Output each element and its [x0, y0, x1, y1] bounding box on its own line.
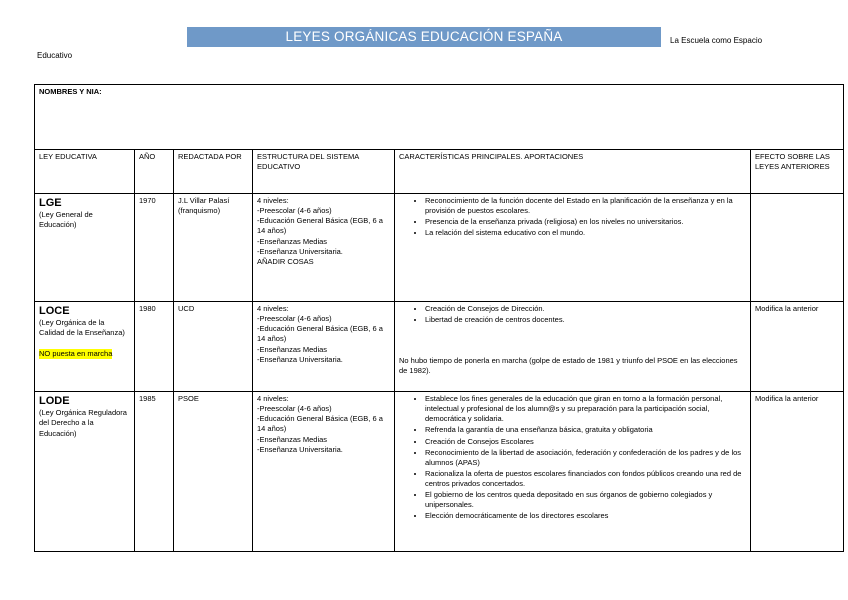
feature-item: • Racionaliza la oferta de puestos escolares financiados con fondos públicos creando una red de centros privados concertados. [425, 469, 746, 489]
law-cell [35, 392, 135, 552]
structure-line: -Educación General Básica (EGB, 6 a 14 años) [257, 324, 383, 344]
feature-item: • Refrenda la garantía de una enseñanza básica, gratuita y obligatoria [425, 425, 746, 435]
structure-line: 4 niveles: [257, 304, 289, 313]
document-title: LEYES ORGÁNICAS EDUCACIÓN ESPAÑA [187, 27, 661, 47]
structure-line: -Educación General Básica (EGB, 6 a 14 años) [257, 414, 383, 434]
table-header-row [35, 150, 844, 194]
effect-cell [751, 194, 844, 302]
year-cell: 1970 [135, 194, 174, 302]
law-cell [35, 194, 135, 302]
structure-line: -Educación General Básica (EGB, 6 a 14 años) [257, 216, 383, 236]
feature-item: • Libertad de creación de centros docentes. [425, 315, 746, 325]
law-cell [35, 302, 135, 392]
structure-cell [253, 392, 395, 552]
structure-line: -Preescolar (4-6 años) [257, 404, 332, 414]
table-row [35, 194, 844, 302]
structure-line: AÑADIR COSAS [257, 256, 314, 266]
document-subtitle-part1: La Escuela como Espacio [670, 36, 763, 45]
status-note: NO puesta en marcha [39, 348, 113, 358]
feature-item: • El gobierno de los centros queda depositado en sus órganos de gobierno colegiados y unipersonales. [425, 490, 746, 510]
year-cell: 1985 [135, 392, 174, 552]
feature-item: • Creación de Consejos Escolares [425, 437, 746, 447]
structure-line: 4 niveles: [257, 394, 289, 403]
structure-line: -Enseñanza Universitaria. [257, 354, 343, 364]
structure-line: -Preescolar (4-6 años) [257, 314, 332, 324]
feature-item: • Creación de Consejos de Dirección. [425, 304, 746, 314]
effect-cell: Modifica la anterior [751, 392, 844, 552]
feature-item: • Reconocimiento de la función docente del Estado en la planificación de la enseñanza y en la provisión de puestos escolares. [425, 196, 746, 216]
structure-line: -Enseñanzas Medias [257, 434, 328, 444]
feature-item: • Reconocimiento de la libertad de asociación, federación y confederación de los padres y de los alumnos (APAS) [425, 448, 746, 468]
column-header: EFECTO SOBRE LAS LEYES ANTERIORES [751, 150, 844, 194]
column-header: REDACTADA POR [174, 150, 253, 194]
column-header: ESTRUCTURA DEL SISTEMA EDUCATIVO [253, 150, 395, 194]
feature-item: • Elección democráticamente de los directores escolares [425, 511, 746, 521]
effect-cell: Modifica la anterior [751, 302, 844, 392]
author-cell: J.L Villar Palasí (franquismo) [174, 194, 253, 302]
column-header: LEY EDUCATIVA [35, 150, 135, 194]
structure-line: 4 niveles: [257, 196, 289, 205]
features-cell [395, 302, 751, 392]
features-cell [395, 194, 751, 302]
law-name: (Ley General de Educación) [39, 210, 93, 230]
structure-line: -Enseñanzas Medias [257, 236, 328, 246]
structure-cell [253, 194, 395, 302]
table-row [35, 392, 844, 552]
structure-line: -Preescolar (4-6 años) [257, 206, 332, 216]
law-code: LODE [39, 395, 70, 407]
structure-cell [253, 302, 395, 392]
law-code: LOCE [39, 305, 70, 317]
feature-item: • Establece los fines generales de la educación que giran en torno a la formación personal, intelectual y profesional de los alumn@s y su preparación para la participación social, democrática y solidaria. [425, 394, 746, 424]
year-cell: 1980 [135, 302, 174, 392]
column-header: CARACTERÍSTICAS PRINCIPALES. APORTACIONES [395, 150, 751, 194]
features-cell [395, 392, 751, 552]
table-row [35, 302, 844, 392]
feature-item: • La relación del sistema educativo con el mundo. [425, 228, 746, 238]
features-list [399, 304, 746, 325]
column-header: AÑO [135, 150, 174, 194]
law-name: (Ley Orgánica de la Calidad de la Enseñanza) [39, 318, 125, 338]
structure-line: -Enseñanzas Medias [257, 344, 328, 354]
features-list [399, 394, 746, 522]
laws-table [34, 84, 844, 552]
feature-item: • Presencia de la enseñanza privada (religiosa) en los niveles no universitarios. [425, 217, 746, 227]
structure-line: -Enseñanza Universitaria. [257, 246, 343, 256]
law-code: LGE [39, 197, 62, 209]
document-subtitle-part2: Educativo [37, 51, 73, 60]
structure-line: -Enseñanza Universitaria. [257, 444, 343, 454]
names-row [35, 85, 844, 150]
features-list [399, 196, 746, 239]
feature-note: No hubo tiempo de ponerla en marcha (golpe de estado de 1981 y triunfo del PSOE en las elecciones de 1982). [399, 356, 738, 376]
law-name: (Ley Orgánica Reguladora del Derecho a la Educación) [39, 408, 127, 438]
author-cell: PSOE [174, 392, 253, 552]
author-cell: UCD [174, 302, 253, 392]
names-field[interactable]: NOMBRES Y NIA: [35, 85, 844, 150]
